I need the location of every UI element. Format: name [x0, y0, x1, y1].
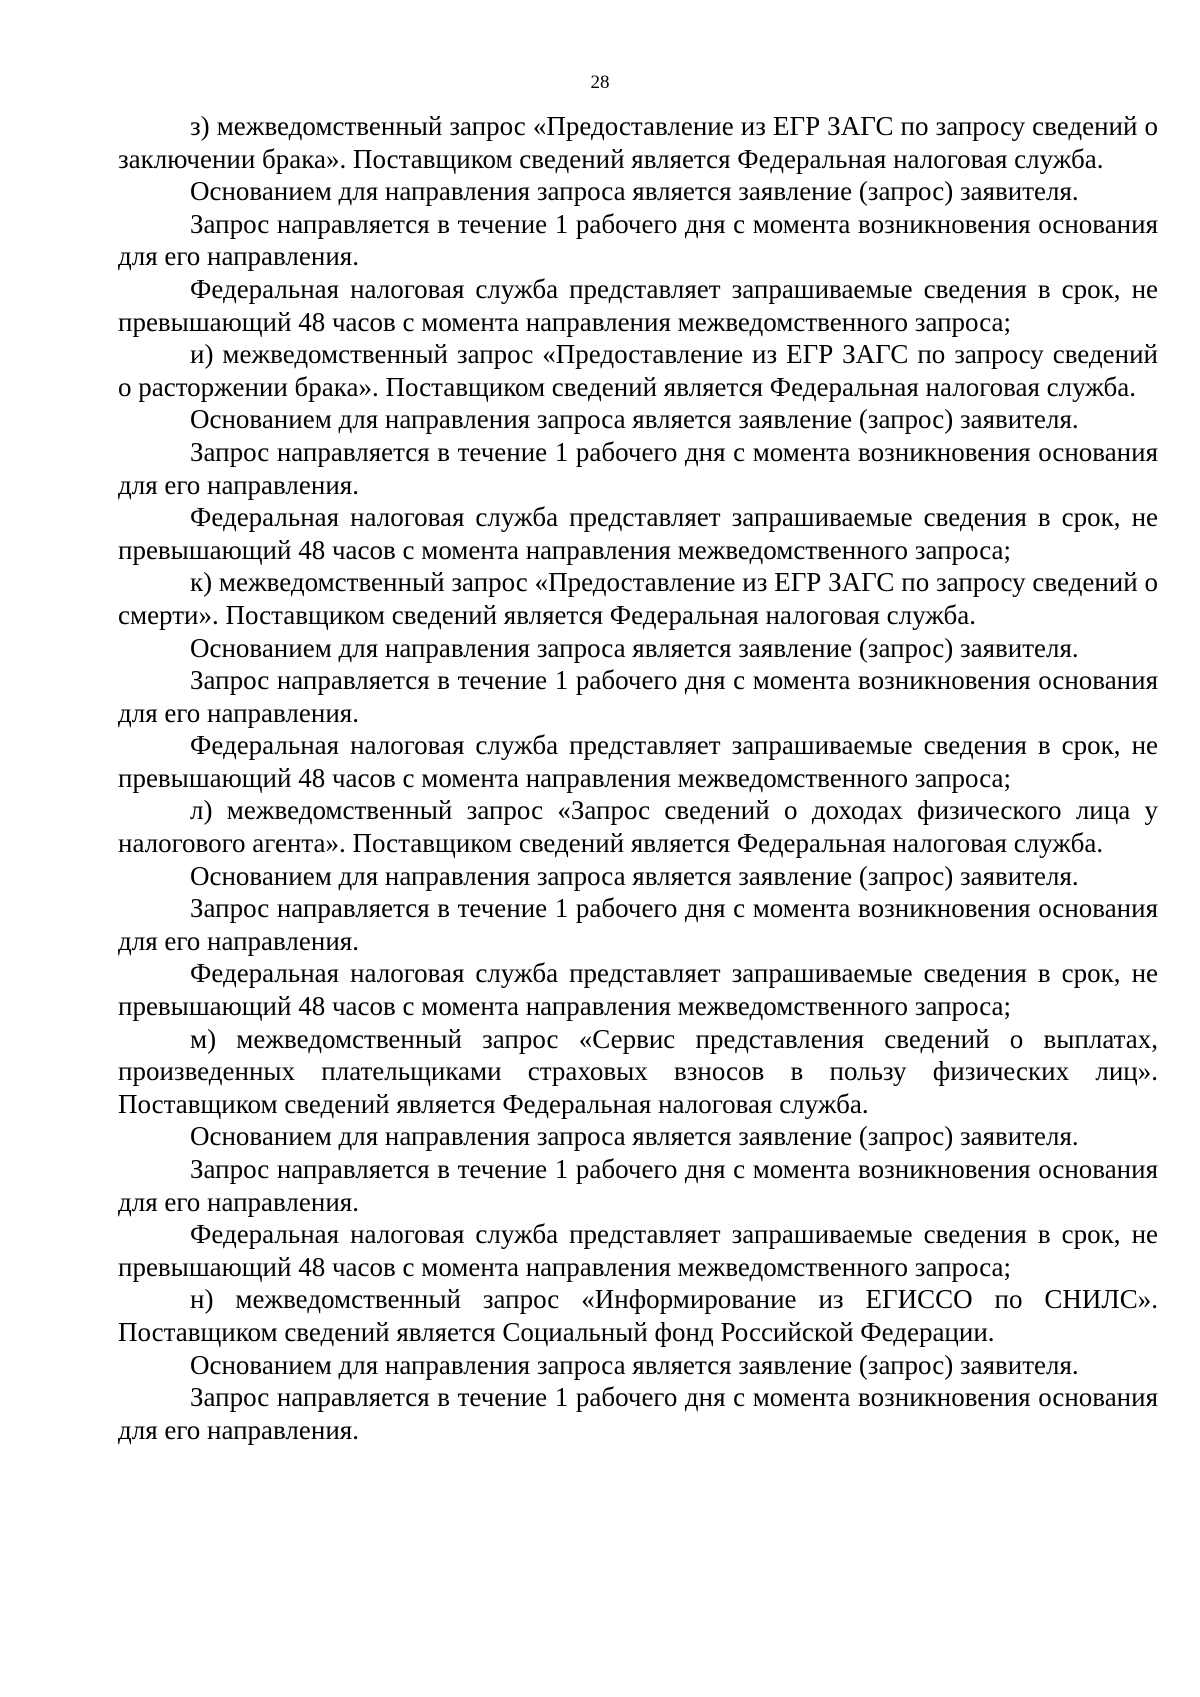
paragraph-response-term: Федеральная налоговая служба представляет запрашиваемые сведения в срок, не превышающий 48 часов с момента направления межведомственного запроса;: [118, 730, 1158, 793]
paragraph-basis: Основанием для направления запроса является заявление (запрос) заявителя.: [190, 1121, 1079, 1152]
paragraph-item-k: к) межведомственный запрос «Предоставление из ЕГР ЗАГС по запросу сведений о смерти». Поставщиком сведений является Федеральная налоговая служба.: [118, 567, 1158, 630]
paragraph-item-l: л) межведомственный запрос «Запрос сведений о доходах физического лица у налогового агента». Поставщиком сведений является Федеральная налоговая служба.: [118, 795, 1158, 859]
paragraph-basis: Основанием для направления запроса является заявление (запрос) заявителя.: [190, 632, 1079, 663]
paragraph-deadline: Запрос направляется в течение 1 рабочего дня с момента возникновения основания для его направления.: [118, 1154, 1158, 1217]
document-body: [118, 110, 1158, 1446]
paragraph-item-z: з) межведомственный запрос «Предоставление из ЕГР ЗАГС по запросу сведений о заключении брака». Поставщиком сведений является Федеральная налоговая служба.: [118, 111, 1158, 174]
paragraph-basis: Основанием для направления запроса является заявление (запрос) заявителя.: [190, 404, 1079, 435]
page-number: 28: [590, 72, 610, 93]
paragraph-basis: Основанием для направления запроса является заявление (запрос) заявителя.: [190, 1349, 1079, 1380]
paragraph-response-term: Федеральная налоговая служба представляет запрашиваемые сведения в срок, не превышающий 48 часов с момента направления межведомственного запроса;: [118, 273, 1158, 337]
paragraph-response-term: Федеральная налоговая служба представляет запрашиваемые сведения в срок, не превышающий 48 часов с момента направления межведомственного запроса;: [118, 1219, 1158, 1282]
paragraph-deadline: Запрос направляется в течение 1 рабочего дня с момента возникновения основания для его направления.: [118, 436, 1158, 500]
paragraph-deadline: Запрос направляется в течение 1 рабочего дня с момента возникновения основания для его направления.: [118, 665, 1158, 728]
paragraph-basis: Основанием для направления запроса является заявление (запрос) заявителя.: [190, 860, 1079, 891]
paragraph-response-term: Федеральная налоговая служба представляет запрашиваемые сведения в срок, не превышающий 48 часов с момента направления межведомственного запроса;: [118, 502, 1158, 565]
paragraph-deadline: Запрос направляется в течение 1 рабочего дня с момента возникновения основания для его направления.: [118, 893, 1158, 956]
paragraph-basis: Основанием для направления запроса является заявление (запрос) заявителя.: [190, 176, 1079, 207]
paragraph-item-n: н) межведомственный запрос «Информирование из ЕГИССО по СНИЛС». Поставщиком сведений является Социальный фонд Российской Федерации.: [118, 1284, 1158, 1347]
paragraph-deadline: Запрос направляется в течение 1 рабочего дня с момента возникновения основания для его направления.: [118, 208, 1158, 272]
paragraph-deadline: Запрос направляется в течение 1 рабочего дня с момента возникновения основания для его направления.: [118, 1382, 1158, 1445]
paragraph-response-term: Федеральная налоговая служба представляет запрашиваемые сведения в срок, не превышающий 48 часов с момента направления межведомственного запроса;: [118, 958, 1158, 1022]
paragraph-item-i: и) межведомственный запрос «Предоставление из ЕГР ЗАГС по запросу сведений о расторжении брака». Поставщиком сведений является Федеральная налоговая служба.: [118, 339, 1158, 402]
paragraph-item-m: м) межведомственный запрос «Сервис представления сведений о выплатах, произведенных плательщиками страховых взносов в пользу физических лиц». Поставщиком сведений является Федеральная налоговая служба.: [118, 1023, 1158, 1119]
